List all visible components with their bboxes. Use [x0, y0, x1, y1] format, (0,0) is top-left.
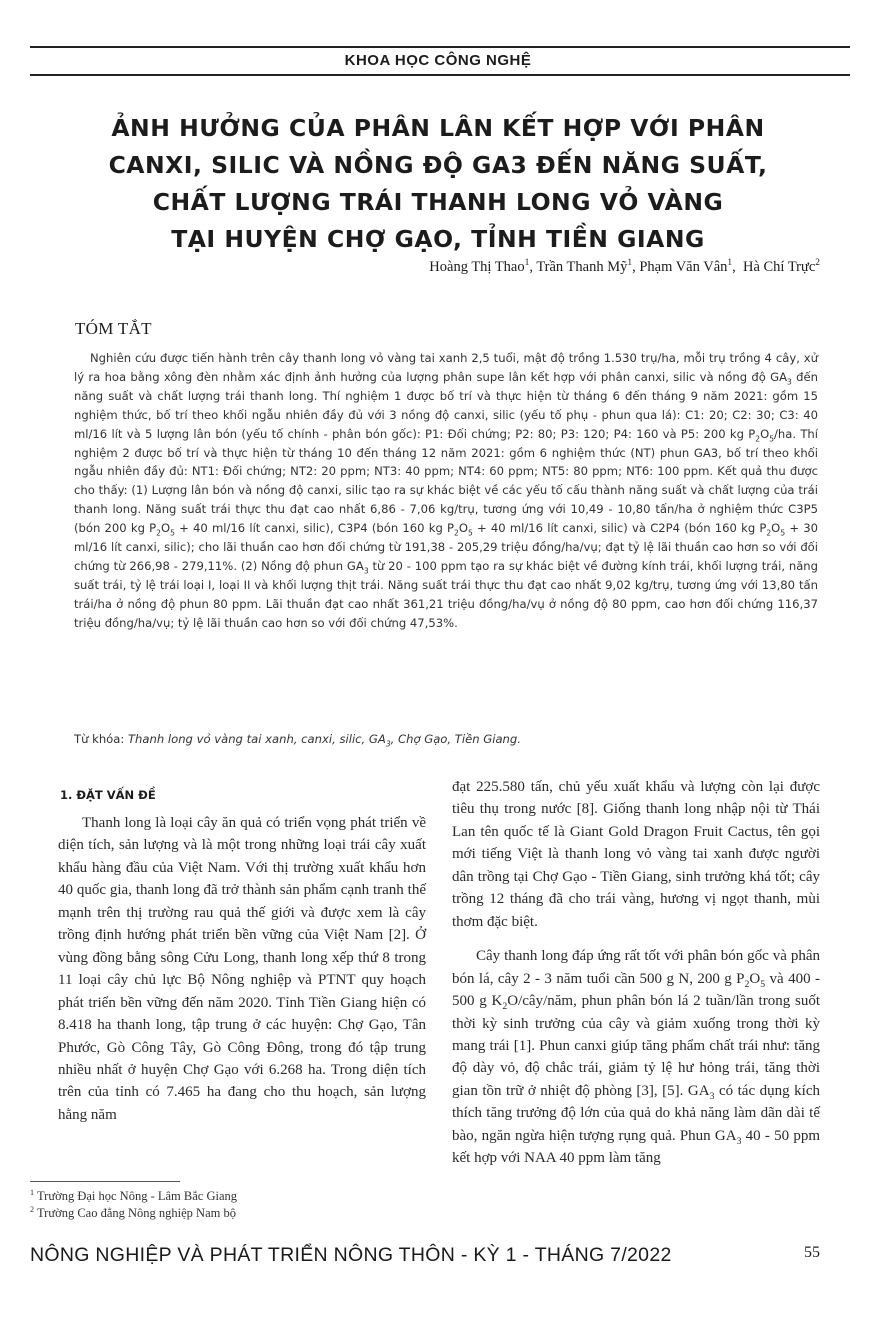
author-affiliation: 1 — [524, 258, 530, 269]
page-number: 55 — [804, 1244, 820, 1261]
article-title — [40, 110, 836, 258]
paragraph-text: có tác dụng kích thích tăng trưởng độ lớn của quả do khả năng làm dãn dài tế bào, ngăn ngừa hiện tượng rụng quả. Phun GA — [452, 1082, 820, 1144]
keywords-label: Từ khóa: — [74, 732, 128, 746]
paragraph: đạt 225.580 tấn, chủ yếu xuất khẩu và lượng còn lại được tiêu thụ trong nước [8]. Giống thanh long nhập nội từ Thái Lan tên quốc tế là Giant Gold Dragon Fruit Cactus, tên gọi mới tiếng Việt là thanh long vỏ vàng tai xanh được người dân trồng tại Chợ Gạo - Tiền Giang, sinh trưởng khá tốt; cây trồng 12 tháng đã cho trái vàng, hương vị ngọt thanh, mùi thơm đặc biệt. — [452, 779, 820, 930]
abstract-text: Nghiên cứu được tiến hành trên cây thanh long vỏ vàng tai xanh 2,5 tuổi, mật độ trồng 1.530 trụ/ha, mỗi trụ trồng 4 cây, xử lý ra hoa bằng xông đèn nhằm xác định ảnh hưởng của lượng phân supe lân kết hợp với phân canxi, silic và nồng độ GA — [74, 351, 818, 384]
subscript: 3 — [709, 1090, 715, 1102]
footnote-rule — [30, 1181, 180, 1182]
paragraph-text: O/cây/năm, phun phân bón lá 2 tuần/lần trong suốt thời kỳ sinh trưởng của cây và giảm xuống trong thời kỳ mang trái [1]. Phun canxi giúp tăng phẩm chất trái như: tăng độ dày vỏ, độ chắc trái, giảm tỷ lệ hư hỏng trái, tăng thời gian tồn trữ ở nhiệt độ phòng [3], [5]. GA — [452, 993, 820, 1099]
abstract-text: O — [771, 521, 781, 536]
body-column-left — [58, 812, 426, 1126]
author-name: Trần Thanh Mỹ — [536, 259, 628, 275]
abstract-body — [74, 349, 818, 633]
paragraph-text: Cây thanh long đáp ứng rất tốt với phân bón gốc và phân bón lá, cây 2 - 3 năm tuổi cần 500 g N, 200 g P — [452, 948, 820, 987]
author-name: Hà Chí Trực — [742, 259, 816, 275]
abstract-text: /ha. Thí nghiệm 2 được bố trí và thực hiện từ tháng 10 đến tháng 12 năm 2021: gồm 6 nghiệm thức (NT) phun GA3, bố trí theo khối ngẫu nhiên đầy đủ: NT1: Đối chứng; NT2: 20 ppm; NT3: 40 ppm; NT4: 60 ppm; NT5: 80 ppm; NT6: 100 ppm. Kết quả thu được cho thấy: (1) Lượng lân bón và nồng độ canxi, silic tạo ra sự khác biệt về các yếu tố cấu thành năng suất và chất lượng của trái thanh long. Năng suất trái thực thu đạt cao nhất 6,86 - 7,06 kg/trụ, tương ứng với 10,49 - 10,80 tấn/ha ở nghiệm thức C3P5 (bón 200 kg P — [74, 426, 818, 536]
footnote-text: Trường Đại học Nông - Lâm Bắc Giang — [34, 1189, 238, 1203]
paragraph-text: O — [749, 970, 761, 987]
subscript: 5 — [769, 433, 774, 443]
title-line: CHẤT LƯỢNG TRÁI THANH LONG VỎ VÀNG — [152, 188, 724, 216]
subscript: 2 — [744, 978, 750, 990]
paragraph-text: 40 - 50 ppm kết hợp với NAA 40 ppm làm tăng — [452, 1127, 820, 1167]
abstract-text: đến năng suất và chất lượng trái thanh long. Thí nghiệm 1 được bố trí và thực hiện từ tháng 6 đến tháng 9 năm 2021: gồm 15 nghiệm thức, bố trí theo khối ngẫu nhiên đầy đủ với 3 nồng độ canxi, silic (yếu tố phụ - phun qua lá): C1: 20; C2: 30; C3: 40 ml/16 lít và 5 lượng lân bón (yếu tố chính - phân bón gốc): P1: Đối chứng; P2: 80; P3: 120; P4: 160 và P5: 200 kg P — [74, 369, 818, 441]
body-column-right — [452, 776, 820, 1170]
subscript: 3 — [385, 739, 391, 749]
paragraph — [452, 945, 820, 1170]
keywords-value: Thanh long vỏ vàng tai xanh, canxi, silic, GA — [127, 732, 386, 746]
title-line: ẢNH HƯỞNG CỦA PHÂN LÂN KẾT HỢP VỚI PHÂN — [111, 114, 765, 142]
author-affiliation: 2 — [815, 258, 820, 269]
subscript: 5 — [760, 978, 766, 990]
paragraph-text: và 400 - 500 g K — [452, 970, 820, 1010]
author-affiliation: 1 — [727, 258, 733, 269]
footnote — [30, 1189, 237, 1204]
subscript: 5 — [780, 528, 786, 538]
subscript: 5 — [467, 528, 473, 538]
abstract-text: O — [458, 521, 468, 536]
abstract-text: O — [160, 521, 171, 536]
abstract-text: O — [760, 426, 770, 441]
footnote-text: Trường Cao đẳng Nông nghiệp Nam bộ — [34, 1206, 236, 1220]
section-header: KHOA HỌC CÔNG NGHỆ — [344, 52, 532, 69]
author-list: Hoàng Thị Thao$^1$, Trần Thanh Mỹ$^1$, Phạm Văn Vân$^1$, Hà Chí Trực$^2$ — [429, 258, 820, 275]
paragraph: Thanh long là loại cây ăn quả có triển vọng phát triển về diện tích, sản lượng và là một trong những loại trái cây xuất khẩu hàng đầu của Việt Nam. Với thị trường xuất khẩu hơn 40 quốc gia, thanh long đã trở thành sản phẩm cạnh tranh thế mạnh trên thị trường rau quả thế giới và được xem là cây trồng định hướng phát triển bền vững của Việt Nam [2]. Ở vùng đồng bằng sông Cửu Long, thanh long xếp thứ 8 trong 11 loại cây chủ lực Bộ Nông nghiệp và PTNT quy hoạch phát triển bền vững đến năm 2020. Tỉnh Tiền Giang hiện có 8.418 ha thanh long, tập trung ở các huyện: Chợ Gạo, Tân Phước, Gò Công Tây, Gò Công Đông, trong đó tập trung nhiều nhất ở huyện Chợ Gạo với 6.268 ha. Trong diện tích trên của tỉnh có 7.465 ha đang cho thu hoạch, sản lượng hằng năm — [58, 815, 426, 1123]
abstract-text: từ 20 - 100 ppm tạo ra sự khác biệt về đường kính trái, khối lượng trái, năng suất trái, tỷ lệ trái loại I, loại II và khối lượng thịt trái. Năng suất trái thực thu đạt cao nhất 9,02 kg/trụ, tương ứng với 13,80 tấn trái/ha ở nồng độ phun 80 ppm. Lãi thuần đạt cao nhất 361,21 triệu đồng/ha/vụ ở nồng độ 80 ppm, cao hơn đối chứng 116,37 triệu đồng/ha/vụ; tỷ lệ lãi thuần cao hơn so với đối chứng 47,53%. — [74, 558, 819, 630]
title-line: CANXI, SILIC VÀ NỒNG ĐỘ GA3 ĐẾN NĂNG SUẤT, — [108, 151, 768, 179]
subscript: 2 — [502, 1001, 508, 1013]
subscript: 3 — [787, 377, 792, 387]
abstract-text: + 40 ml/16 lít canxi, silic), C3P4 (bón 160 kg P — [174, 521, 455, 536]
subscript: 2 — [156, 528, 161, 538]
author-name: Phạm Văn Vân — [639, 259, 728, 275]
subscript: 5 — [170, 528, 175, 538]
footnote — [30, 1206, 236, 1221]
section-heading: 1. ĐẶT VẤN ĐỀ — [60, 788, 156, 802]
abstract-heading: TÓM TẮT — [75, 319, 152, 338]
title-line: TẠI HUYỆN CHỢ GẠO, TỈNH TIỀN GIANG — [171, 225, 705, 253]
subscript: 2 — [766, 528, 772, 538]
abstract-text: + 40 ml/16 lít canxi, silic) và C2P4 (bón 160 kg P — [472, 521, 767, 536]
header-rule-bottom — [30, 74, 850, 76]
keywords-value: , Chợ Gạo, Tiền Giang. — [390, 732, 521, 746]
subscript: 3 — [736, 1135, 742, 1147]
subscript: 3 — [363, 566, 369, 576]
subscript: 2 — [454, 528, 459, 538]
header-rule-top — [30, 46, 850, 48]
author-affiliation: 1 — [627, 258, 633, 269]
journal-footer: NÔNG NGHIỆP VÀ PHÁT TRIỂN NÔNG THÔN - KỲ 1 - THÁNG 7/2022 — [30, 1244, 672, 1266]
abstract-text: + 30 ml/16 lít canxi, silic); cho lãi thuần cao hơn đối chứng từ 191,38 - 205,29 triệu đồng/ha/vụ; đạt tỷ lệ lãi thuần cao hơn so với đối chứng từ 266,98 - 279,11%. (2) Nồng độ phun GA — [74, 521, 818, 573]
footnote-marker: 2 — [30, 1204, 35, 1214]
author-name: Hoàng Thị Thao — [429, 259, 525, 275]
subscript: 2 — [755, 433, 761, 443]
footnote-marker: 1 — [30, 1187, 35, 1197]
keywords — [74, 732, 818, 749]
